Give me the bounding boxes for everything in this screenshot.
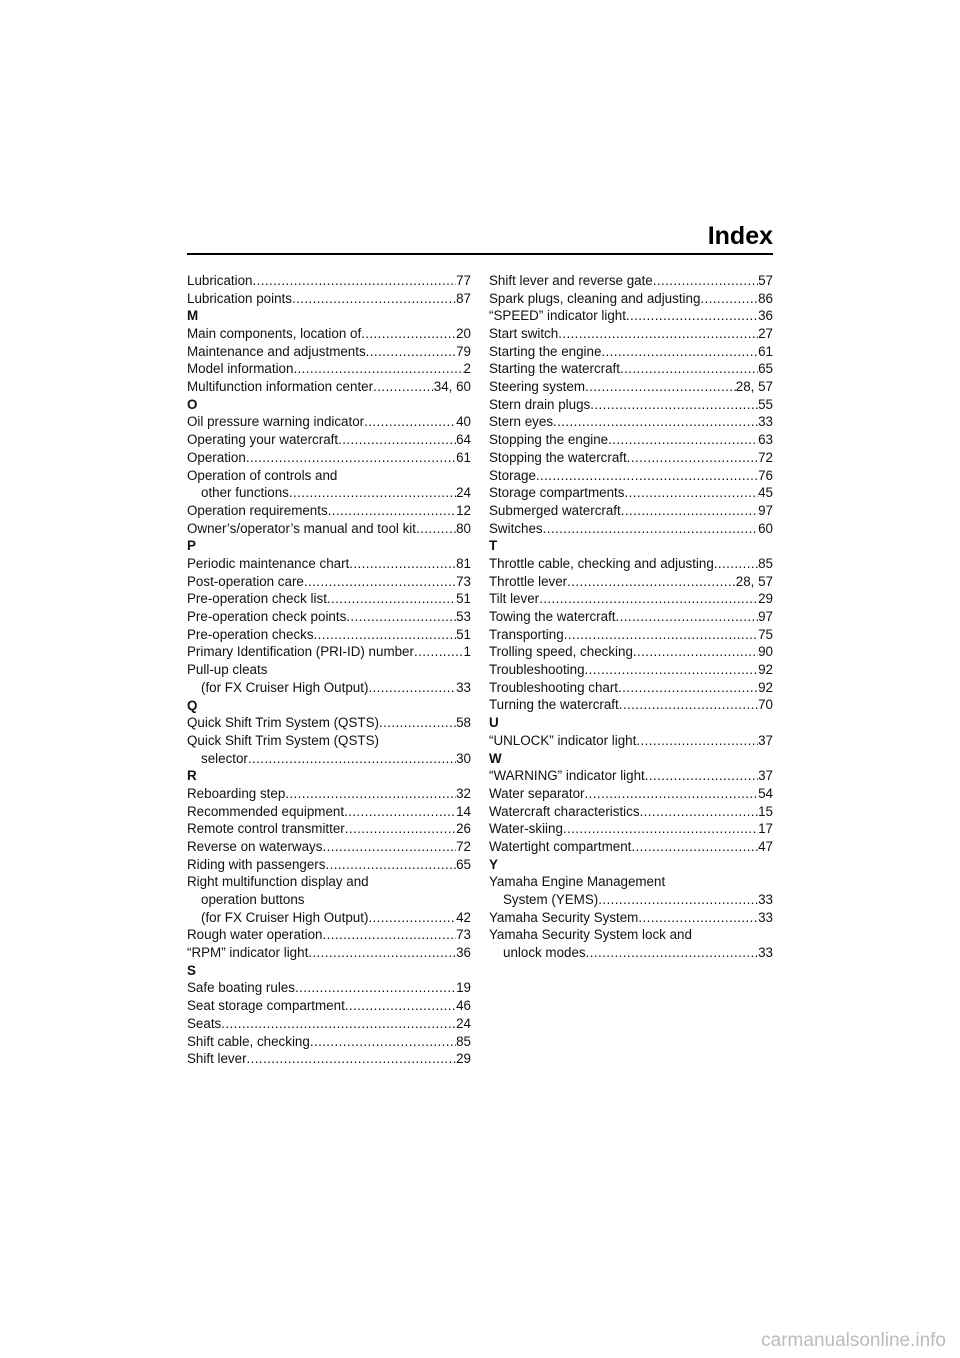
index-entry-text: Starting the engine xyxy=(489,343,602,359)
index-entry xyxy=(489,697,773,715)
index-entry-page: 72 xyxy=(758,449,773,465)
index-entry-page: 28, 57 xyxy=(735,379,773,395)
index-entry-text: other functions xyxy=(201,485,289,501)
index-entry-text: Troubleshooting xyxy=(489,662,585,678)
index-entry-page: 86 xyxy=(758,290,773,306)
index-letter-heading: R xyxy=(187,768,197,784)
dot-leader xyxy=(338,431,456,449)
index-entry-text: Multifunction information center xyxy=(187,379,374,395)
dot-leader xyxy=(626,307,758,325)
index-entry xyxy=(489,449,773,467)
dot-leader xyxy=(366,343,456,361)
index-entry xyxy=(489,926,773,944)
index-entry-page: 81 xyxy=(456,555,471,571)
dot-leader xyxy=(314,626,457,644)
dot-leader xyxy=(248,750,456,768)
index-entry-page: 61 xyxy=(758,343,773,359)
index-entry-text: “RPM” indicator light xyxy=(187,945,309,961)
index-entry-page: 54 xyxy=(758,785,773,801)
index-entry-page: 97 xyxy=(758,609,773,625)
index-entry-page: 51 xyxy=(456,626,471,642)
dot-leader xyxy=(414,643,464,661)
dot-leader xyxy=(700,290,758,308)
index-entry-page: 60 xyxy=(758,520,773,536)
index-entry-text: Safe boating rules xyxy=(187,980,295,996)
index-entry-page: 85 xyxy=(456,1033,471,1049)
index-entry xyxy=(187,980,471,998)
index-entry-text: Riding with passengers xyxy=(187,856,326,872)
dot-leader xyxy=(620,360,758,378)
index-entry xyxy=(187,679,471,697)
index-entry xyxy=(187,590,471,608)
dot-leader xyxy=(295,979,456,997)
index-entry-text: Troubleshooting chart xyxy=(489,679,619,695)
index-entry xyxy=(187,626,471,644)
dot-leader xyxy=(619,696,758,714)
index-entry-text: Reboarding step xyxy=(187,785,286,801)
index-entry xyxy=(489,661,773,679)
index-entry xyxy=(187,449,471,467)
index-entry-page: 37 xyxy=(758,768,773,784)
index-entry-text: Oil pressure warning indicator xyxy=(187,414,365,430)
index-entry xyxy=(187,891,471,909)
index-entry-text: Yamaha Security System lock and xyxy=(489,927,692,943)
index-entry xyxy=(489,679,773,697)
index-entry-page: 63 xyxy=(758,432,773,448)
index-entry xyxy=(187,360,471,378)
index-entry xyxy=(187,643,471,661)
index-entry-page: 92 xyxy=(758,662,773,678)
dot-leader xyxy=(585,785,759,803)
index-entry-page: 32 xyxy=(456,785,471,801)
index-letter-heading: M xyxy=(187,308,199,324)
index-entry xyxy=(489,643,773,661)
dot-leader xyxy=(361,325,456,343)
index-column-left xyxy=(187,272,471,1068)
index-entry-text: Seat storage compartment xyxy=(187,998,345,1014)
dot-leader xyxy=(292,290,456,308)
index-entry-page: 36 xyxy=(758,308,773,324)
index-entry xyxy=(489,785,773,803)
index-entry xyxy=(489,343,773,361)
index-entry-page: 19 xyxy=(456,980,471,996)
dot-leader xyxy=(590,396,758,414)
index-entry-text: “SPEED” indicator light xyxy=(489,308,626,324)
dot-leader xyxy=(253,272,457,290)
index-entry xyxy=(489,873,773,891)
index-entry xyxy=(489,484,773,502)
index-entry-page: 33 xyxy=(758,892,773,908)
index-entry-page: 73 xyxy=(456,927,471,943)
dot-leader xyxy=(585,378,736,396)
index-entry xyxy=(489,909,773,927)
dot-leader xyxy=(598,891,758,909)
index-column-right xyxy=(489,272,773,962)
index-entry-page: 40 xyxy=(456,414,471,430)
index-entry-page: 34, 60 xyxy=(433,379,471,395)
index-entry-text: Watertight compartment xyxy=(489,838,632,854)
dot-leader xyxy=(553,413,758,431)
index-entry-page: 33 xyxy=(758,909,773,925)
index-entry-text: Start switch xyxy=(489,326,559,342)
dot-leader xyxy=(608,431,758,449)
index-entry-page: 72 xyxy=(456,838,471,854)
dot-leader xyxy=(345,820,456,838)
index-entry-text: Storage xyxy=(489,467,536,483)
index-entry-page: 1 xyxy=(463,644,471,660)
index-entry-page: 20 xyxy=(456,326,471,342)
index-entry-text: Yamaha Engine Management xyxy=(489,874,666,890)
dot-leader xyxy=(293,360,463,378)
dot-leader xyxy=(567,573,736,591)
dot-leader xyxy=(327,590,456,608)
index-entry-page: 75 xyxy=(758,626,773,642)
index-entry-text: Stern drain plugs xyxy=(489,396,591,412)
dot-leader xyxy=(304,573,456,591)
dot-leader xyxy=(645,767,758,785)
index-letter-heading: T xyxy=(489,538,498,554)
dot-leader xyxy=(616,608,759,626)
index-entry xyxy=(187,555,471,573)
index-entry-text: Storage compartments xyxy=(489,485,625,501)
index-entry-text: Pre-operation checks xyxy=(187,626,314,642)
index-entry-text: Pull-up cleats xyxy=(187,662,268,678)
index-entry xyxy=(187,290,471,308)
index-entry-page: 14 xyxy=(456,803,471,819)
index-entry-page: 17 xyxy=(758,821,773,837)
dot-leader xyxy=(536,467,758,485)
dot-leader xyxy=(373,378,434,396)
dot-leader xyxy=(564,626,758,644)
index-entry xyxy=(187,1033,471,1051)
index-entry-page: 58 xyxy=(456,715,471,731)
index-entry xyxy=(187,926,471,944)
index-entry-text: Switches xyxy=(489,520,543,536)
index-entry-text: selector xyxy=(201,750,248,766)
dot-leader xyxy=(416,520,456,538)
index-entry-text: Shift cable, checking xyxy=(187,1033,310,1049)
index-entry-page: 28, 57 xyxy=(735,573,773,589)
index-entry xyxy=(187,608,471,626)
index-entry-page: 29 xyxy=(758,591,773,607)
index-entry-text: Owner’s/operator’s manual and tool kit xyxy=(187,520,417,536)
index-entry-text: Throttle lever xyxy=(489,573,568,589)
index-entry xyxy=(489,803,773,821)
index-entry-text: Recommended equipment xyxy=(187,803,345,819)
index-entry-page: 92 xyxy=(758,679,773,695)
index-entry-text: Operating your watercraft xyxy=(187,432,339,448)
dot-leader xyxy=(368,909,456,927)
index-entry xyxy=(489,838,773,856)
dot-leader xyxy=(246,449,456,467)
dot-leader xyxy=(653,272,758,290)
index-entry-page: 24 xyxy=(456,485,471,501)
index-entry-page: 26 xyxy=(456,821,471,837)
index-entry-text: Shift lever xyxy=(187,1051,247,1067)
index-entry-text: Periodic maintenance chart xyxy=(187,555,350,571)
dot-leader xyxy=(633,643,758,661)
index-entry-text: Throttle cable, checking and adjusting xyxy=(489,555,714,571)
index-entry xyxy=(489,360,773,378)
index-entry-page: 65 xyxy=(758,361,773,377)
index-entry xyxy=(187,1015,471,1033)
dot-leader xyxy=(621,502,758,520)
index-entry xyxy=(489,573,773,591)
index-entry xyxy=(489,378,773,396)
index-entry-page: 47 xyxy=(758,838,773,854)
index-entry-page: 37 xyxy=(758,732,773,748)
index-entry xyxy=(489,608,773,626)
index-entry xyxy=(187,414,471,432)
index-entry-text: Tilt lever xyxy=(489,591,540,607)
index-entry xyxy=(489,767,773,785)
dot-leader xyxy=(539,590,758,608)
index-entry xyxy=(187,520,471,538)
index-entry-page: 70 xyxy=(758,697,773,713)
index-entry-text: Lubrication points xyxy=(187,290,292,306)
index-entry-text: Remote control transmitter xyxy=(187,821,345,837)
index-entry-page: 29 xyxy=(456,1051,471,1067)
index-entry xyxy=(187,431,471,449)
index-entry-page: 24 xyxy=(456,1015,471,1031)
index-entry-page: 46 xyxy=(456,998,471,1014)
index-entry xyxy=(187,1050,471,1068)
index-entry-page: 27 xyxy=(758,326,773,342)
index-entry xyxy=(187,661,471,679)
dot-leader xyxy=(586,944,758,962)
index-entry xyxy=(489,820,773,838)
index-entry-text: (for FX Cruiser High Output) xyxy=(201,679,369,695)
index-entry-text: Maintenance and adjustments xyxy=(187,343,366,359)
dot-leader xyxy=(601,343,758,361)
dot-leader xyxy=(636,732,758,750)
index-entry-text: Operation of controls and xyxy=(187,467,338,483)
index-entry-page: 12 xyxy=(456,502,471,518)
index-entry-text: Towing the watercraft xyxy=(489,609,616,625)
index-entry xyxy=(187,785,471,803)
index-entry-page: 42 xyxy=(456,909,471,925)
index-entry xyxy=(187,750,471,768)
dot-leader xyxy=(640,803,759,821)
index-entry-text: “UNLOCK” indicator light xyxy=(489,732,637,748)
dot-leader xyxy=(325,856,456,874)
index-entry xyxy=(489,307,773,325)
index-entry-page: 57 xyxy=(758,272,773,288)
index-entry-text: Pre-operation check list xyxy=(187,591,327,607)
index-letter-heading: U xyxy=(489,715,499,731)
watermark-text: carmanualsonline.info xyxy=(761,1330,946,1351)
index-entry-text: Reverse on waterways xyxy=(187,838,323,854)
dot-leader xyxy=(346,608,456,626)
dot-leader xyxy=(349,555,456,573)
dot-leader xyxy=(289,484,456,502)
dot-leader xyxy=(627,449,758,467)
index-entry-text: Main components, location of xyxy=(187,326,362,342)
dot-leader xyxy=(247,1050,457,1068)
index-entry-text: Shift lever and reverse gate xyxy=(489,272,653,288)
index-entry-page: 53 xyxy=(456,609,471,625)
index-entry xyxy=(489,325,773,343)
index-entry xyxy=(489,590,773,608)
index-entry-page: 79 xyxy=(456,343,471,359)
dot-leader xyxy=(364,413,456,431)
index-letter-heading: O xyxy=(187,396,198,412)
index-entry-text: Turning the watercraft xyxy=(489,697,619,713)
dot-leader xyxy=(368,679,456,697)
index-entry-text: Stopping the watercraft xyxy=(489,449,627,465)
index-entry-text: Stern eyes xyxy=(489,414,554,430)
index-entry xyxy=(489,502,773,520)
index-entry xyxy=(489,467,773,485)
index-letter-heading: P xyxy=(187,538,196,554)
index-entry xyxy=(187,573,471,591)
index-entry xyxy=(187,873,471,891)
index-entry-text: Model information xyxy=(187,361,294,377)
index-entry xyxy=(187,343,471,361)
index-entry-text: Quick Shift Trim System (QSTS) xyxy=(187,715,379,731)
index-entry-text: Yamaha Security System xyxy=(489,909,639,925)
index-entry xyxy=(489,944,773,962)
dot-leader xyxy=(328,502,456,520)
index-entry-text: Stopping the engine xyxy=(489,432,609,448)
dot-leader xyxy=(543,520,759,538)
dot-leader xyxy=(618,679,758,697)
dot-leader xyxy=(563,820,758,838)
index-entry-page: 36 xyxy=(456,945,471,961)
index-entry-page: 33 xyxy=(758,414,773,430)
index-entry-text: Rough water operation xyxy=(187,927,323,943)
index-letter-heading: S xyxy=(187,962,196,978)
index-entry xyxy=(187,909,471,927)
index-entry xyxy=(187,732,471,750)
index-entry xyxy=(489,396,773,414)
index-entry xyxy=(187,714,471,732)
index-entry-text: Transporting xyxy=(489,626,564,642)
index-entry-text: Pre-operation check points xyxy=(187,609,347,625)
index-entry-text: unlock modes xyxy=(503,945,586,961)
dot-leader xyxy=(322,926,456,944)
index-entry-page: 90 xyxy=(758,644,773,660)
dot-leader xyxy=(631,838,758,856)
index-entry xyxy=(187,820,471,838)
dot-leader xyxy=(221,1015,456,1033)
index-entry-page: 30 xyxy=(456,750,471,766)
index-entry xyxy=(187,997,471,1015)
index-entry xyxy=(187,272,471,290)
index-entry-text: Watercraft characteristics xyxy=(489,803,640,819)
index-entry-page: 51 xyxy=(456,591,471,607)
index-letter-heading: Q xyxy=(187,697,198,713)
index-letter-heading: Y xyxy=(489,856,498,872)
index-entry xyxy=(489,431,773,449)
index-entry-text: Water-skiing xyxy=(489,821,563,837)
index-entry xyxy=(187,484,471,502)
index-entry xyxy=(489,520,773,538)
dot-leader xyxy=(322,838,456,856)
index-entry xyxy=(187,325,471,343)
index-entry xyxy=(489,272,773,290)
index-entry-page: 80 xyxy=(456,520,471,536)
page-title: Index xyxy=(707,222,773,250)
index-letter-heading: W xyxy=(489,750,502,766)
index-entry xyxy=(187,378,471,396)
index-entry-text: Water separator xyxy=(489,785,585,801)
index-entry-page: 33 xyxy=(456,679,471,695)
index-entry-page: 55 xyxy=(758,396,773,412)
index-entry xyxy=(489,626,773,644)
title-rule xyxy=(187,253,773,255)
index-entry-text: “WARNING” indicator light xyxy=(489,768,645,784)
index-entry-text: Submerged watercraft xyxy=(489,502,621,518)
index-entry-text: Primary Identification (PRI-ID) number xyxy=(187,644,414,660)
dot-leader xyxy=(379,714,456,732)
index-entry-text: Starting the watercraft xyxy=(489,361,620,377)
index-entry xyxy=(489,414,773,432)
index-entry xyxy=(489,891,773,909)
index-entry xyxy=(489,290,773,308)
index-entry-page: 77 xyxy=(456,272,471,288)
index-entry-text: operation buttons xyxy=(201,892,305,908)
dot-leader xyxy=(285,785,456,803)
index-entry-page: 45 xyxy=(758,485,773,501)
index-entry-text: Spark plugs, cleaning and adjusting xyxy=(489,290,701,306)
index-entry-page: 61 xyxy=(456,449,471,465)
index-entry-page: 65 xyxy=(456,856,471,872)
index-entry xyxy=(489,732,773,750)
index-entry-text: Seats xyxy=(187,1015,222,1031)
index-entry-text: System (YEMS) xyxy=(503,892,599,908)
index-entry-text: Quick Shift Trim System (QSTS) xyxy=(187,732,379,748)
index-entry xyxy=(187,803,471,821)
index-entry xyxy=(489,555,773,573)
dot-leader xyxy=(624,484,758,502)
dot-leader xyxy=(310,1033,456,1051)
index-entry-page: 73 xyxy=(456,573,471,589)
index-entry-page: 33 xyxy=(758,945,773,961)
dot-leader xyxy=(585,661,759,679)
index-entry xyxy=(187,467,471,485)
index-entry-text: Lubrication xyxy=(187,272,253,288)
index-entry xyxy=(187,944,471,962)
index-entry-text: Steering system xyxy=(489,379,586,395)
dot-leader xyxy=(345,997,456,1015)
index-entry xyxy=(187,856,471,874)
index-entry-text: (for FX Cruiser High Output) xyxy=(201,909,369,925)
index-entry-text: Operation xyxy=(187,449,246,465)
index-entry-page: 2 xyxy=(463,361,471,377)
index-entry-page: 15 xyxy=(758,803,773,819)
dot-leader xyxy=(714,555,758,573)
index-entry-text: Right multifunction display and xyxy=(187,874,369,890)
dot-leader xyxy=(344,803,456,821)
index-entry-page: 64 xyxy=(456,432,471,448)
dot-leader xyxy=(308,944,456,962)
index-entry-page: 76 xyxy=(758,467,773,483)
index-entry-text: Post-operation care xyxy=(187,573,304,589)
index-entry-page: 97 xyxy=(758,502,773,518)
index-entry xyxy=(187,838,471,856)
index-entry-text: Operation requirements xyxy=(187,502,328,518)
dot-leader xyxy=(558,325,758,343)
index-entry xyxy=(187,502,471,520)
dot-leader xyxy=(638,909,758,927)
index-entry-page: 85 xyxy=(758,555,773,571)
index-entry-text: Trolling speed, checking xyxy=(489,644,633,660)
index-entry-page: 87 xyxy=(456,290,471,306)
